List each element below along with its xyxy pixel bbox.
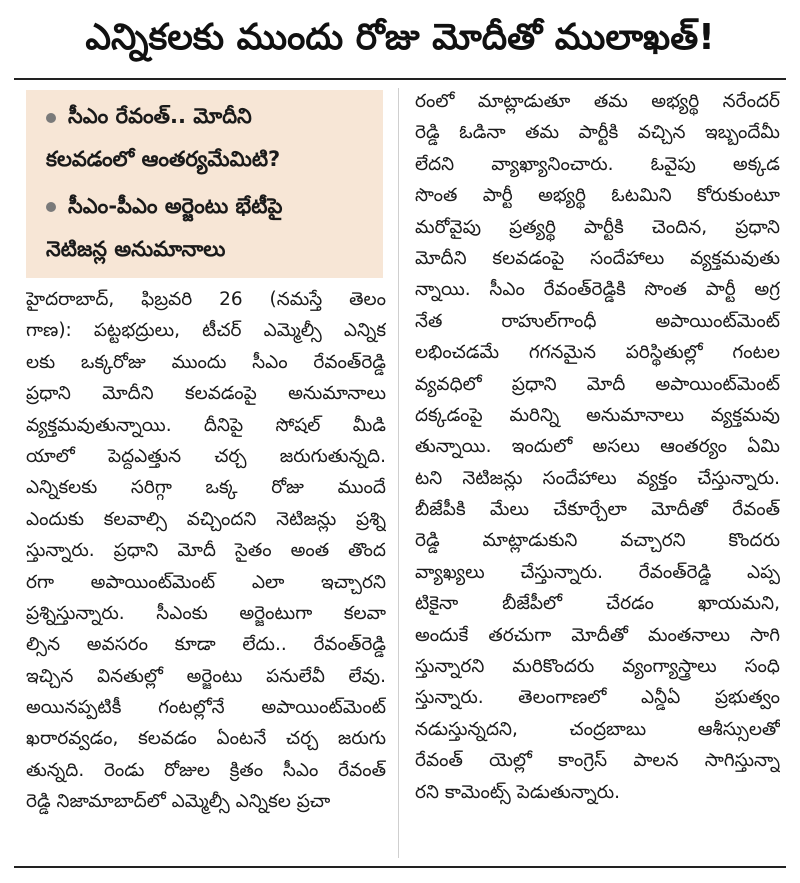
article-line: రెడ్డి మాట్లాడుకుని వచ్చారని కొందరు	[415, 530, 780, 552]
article-line: మరోవైపు ప్రత్యర్థి పార్టీకి చెందిన, ప్రధాని	[415, 216, 780, 238]
article-line: రెడ్డి ఓడినా తమ పార్టీకి వచ్చిన ఇబ్బందేమీ	[415, 122, 780, 144]
article-line: మోదీని కలవడంపై సందేహాలు వ్యక్తమవుతు	[415, 247, 780, 269]
highlight-2-line-2: నెటిజన్ల అనుమానాలు	[46, 237, 226, 261]
article-line: నేత రాహుల్‌గాంధీ అపాయింట్‌మెంట్	[415, 310, 780, 332]
article-line: బీజేపీకి మేలు చేకూర్చేలా మోదీతో రేవంత్	[415, 499, 780, 521]
article-line: ఎన్నికలకు సరిగ్గా ఒక్క రోజు ముందే	[26, 477, 386, 499]
article-line: ఎందుకు కలవాల్సి వచ్చిందని నెటిజన్లు ప్రశ్ని	[26, 508, 386, 530]
article-line: తున్నది. రెండు రోజుల క్రితం సీఎం రేవంత్	[26, 759, 386, 781]
article-line: దక్కడంపై మరిన్ని అనుమానాలు వ్యక్తమవు	[415, 404, 780, 426]
article-line: టని నెటిజన్లు సందేహాలు వ్యక్తం చేస్తున్నారు.	[415, 467, 780, 489]
article-line: న్నాయి. సీఎం రేవంత్‌రెడ్డికి సొంత పార్టీ అగ్ర	[415, 279, 780, 301]
article-line: ఖరారవ్వడం, కలవడం ఏంటనే చర్చ జరుగు	[26, 728, 386, 750]
article-line: వ్యక్తమవుతున్నాయి. దీనిపై సోషల్ మీడి	[26, 414, 386, 436]
headline: ఎన్నికలకు ముందు రోజు మోదీతో ములాఖత్!	[85, 17, 715, 58]
top-rule	[14, 78, 786, 80]
article-line: అయినప్పటికీ గంటల్లోనే అపాయింట్‌మెంట్	[26, 697, 386, 719]
article-line: టికైనా బీజేపీలో చేరడం ఖాయమని,	[415, 593, 780, 615]
article-line: రేవంత్ యెల్లో కాంగ్రెస్ పాలన సాగిస్తున్నా	[415, 750, 780, 772]
article-column-left	[26, 284, 386, 818]
article-line: రంలో మాట్లాడుతూ తమ అభ్యర్థి నరేందర్	[415, 91, 780, 112]
highlight-1-line-2: కలవడంలో ఆంతర్యమేమిటి?	[46, 147, 281, 171]
highlight-2-line-1: సీఎం-పీఎం అర్జెంటు భేటీపై	[68, 194, 283, 218]
highlight-1-line-1: సీఎం రేవంత్.. మోదీని	[68, 104, 252, 128]
article-line: లేదని వ్యాఖ్యానించారు. ఓవైపు అక్కడ	[415, 153, 780, 175]
article-line: వ్యవధిలో ప్రధాని మోదీ అపాయింట్‌మెంట్	[415, 373, 780, 395]
article-line: స్తున్నారు. తెలంగాణలో ఎన్డీఏ ప్రభుత్వం	[415, 687, 780, 709]
article-line: లకు ఒక్కరోజు ముందు సీఎం రేవంత్‌రెడ్డి	[26, 351, 386, 373]
bullet-icon	[46, 202, 56, 212]
article-column-right	[415, 86, 780, 808]
article-line: ఇచ్చిన వినతుల్లో అర్జెంటు పనులేవీ లేవు.	[26, 665, 386, 687]
article-line: హైదరాబాద్, ఫిబ్రవరి 26 (నమస్తే తెలం	[26, 289, 386, 310]
article-line: స్తున్నారు. ప్రధాని మోదీ సైతం అంత తొంద	[26, 540, 386, 562]
bullet-icon	[46, 113, 56, 123]
article-line: అందుకే తరచుగా మోదీతో మంతనాలు సాగి	[415, 624, 780, 646]
article-line: గాణ): పట్టభద్రులు, టీచర్ ఎమ్మెల్సీ ఎన్నిక	[26, 320, 386, 342]
bottom-rule	[14, 866, 786, 868]
article-line: స్తున్నారని మరికొందరు వ్యంగ్యాస్త్రాలు సంధి	[415, 656, 780, 678]
article-line: తున్నాయి. ఇందులో అసలు ఆంతర్యం ఏమి	[415, 436, 780, 458]
article-line: రని కామెంట్స్ పెడుతున్నారు.	[415, 781, 620, 803]
article-line: లభించడమే గగనమైన పరిస్థితుల్లో గంటల	[415, 342, 780, 364]
article-line: యాలో పెద్దఎత్తున చర్చ జరుగుతున్నది.	[26, 445, 386, 467]
article-line: ప్రశ్నిస్తున్నారు. సీఎంకు అర్జెంటుగా కలవా	[26, 602, 386, 624]
article-line: ల్సిన అవసరం కూడా లేదు.. రేవంత్‌రెడ్డి	[26, 634, 386, 656]
highlight-box	[26, 90, 383, 278]
article-line: రెడ్డి నిజామాబాద్‌లో ఎమ్మెల్సీ ఎన్నికల ప్రచా	[26, 791, 331, 813]
column-divider	[398, 88, 399, 858]
article-line: నడుస్తున్నదని, చంద్రబాబు ఆశీస్సులతో	[415, 718, 780, 740]
article-line: రగా అపాయింట్‌మెంట్ ఎలా ఇచ్చారని	[26, 571, 386, 593]
article-line: ప్రధాని మోదీని కలవడంపై అనుమానాలు	[26, 383, 386, 405]
article-line: వ్యాఖ్యలు చేస్తున్నారు. రేవంత్‌రెడ్డి ఎప్ప	[415, 561, 780, 583]
article-line: సొంత పార్టీ అభ్యర్థి ఓటమిని కోరుకుంటూ	[415, 185, 780, 207]
